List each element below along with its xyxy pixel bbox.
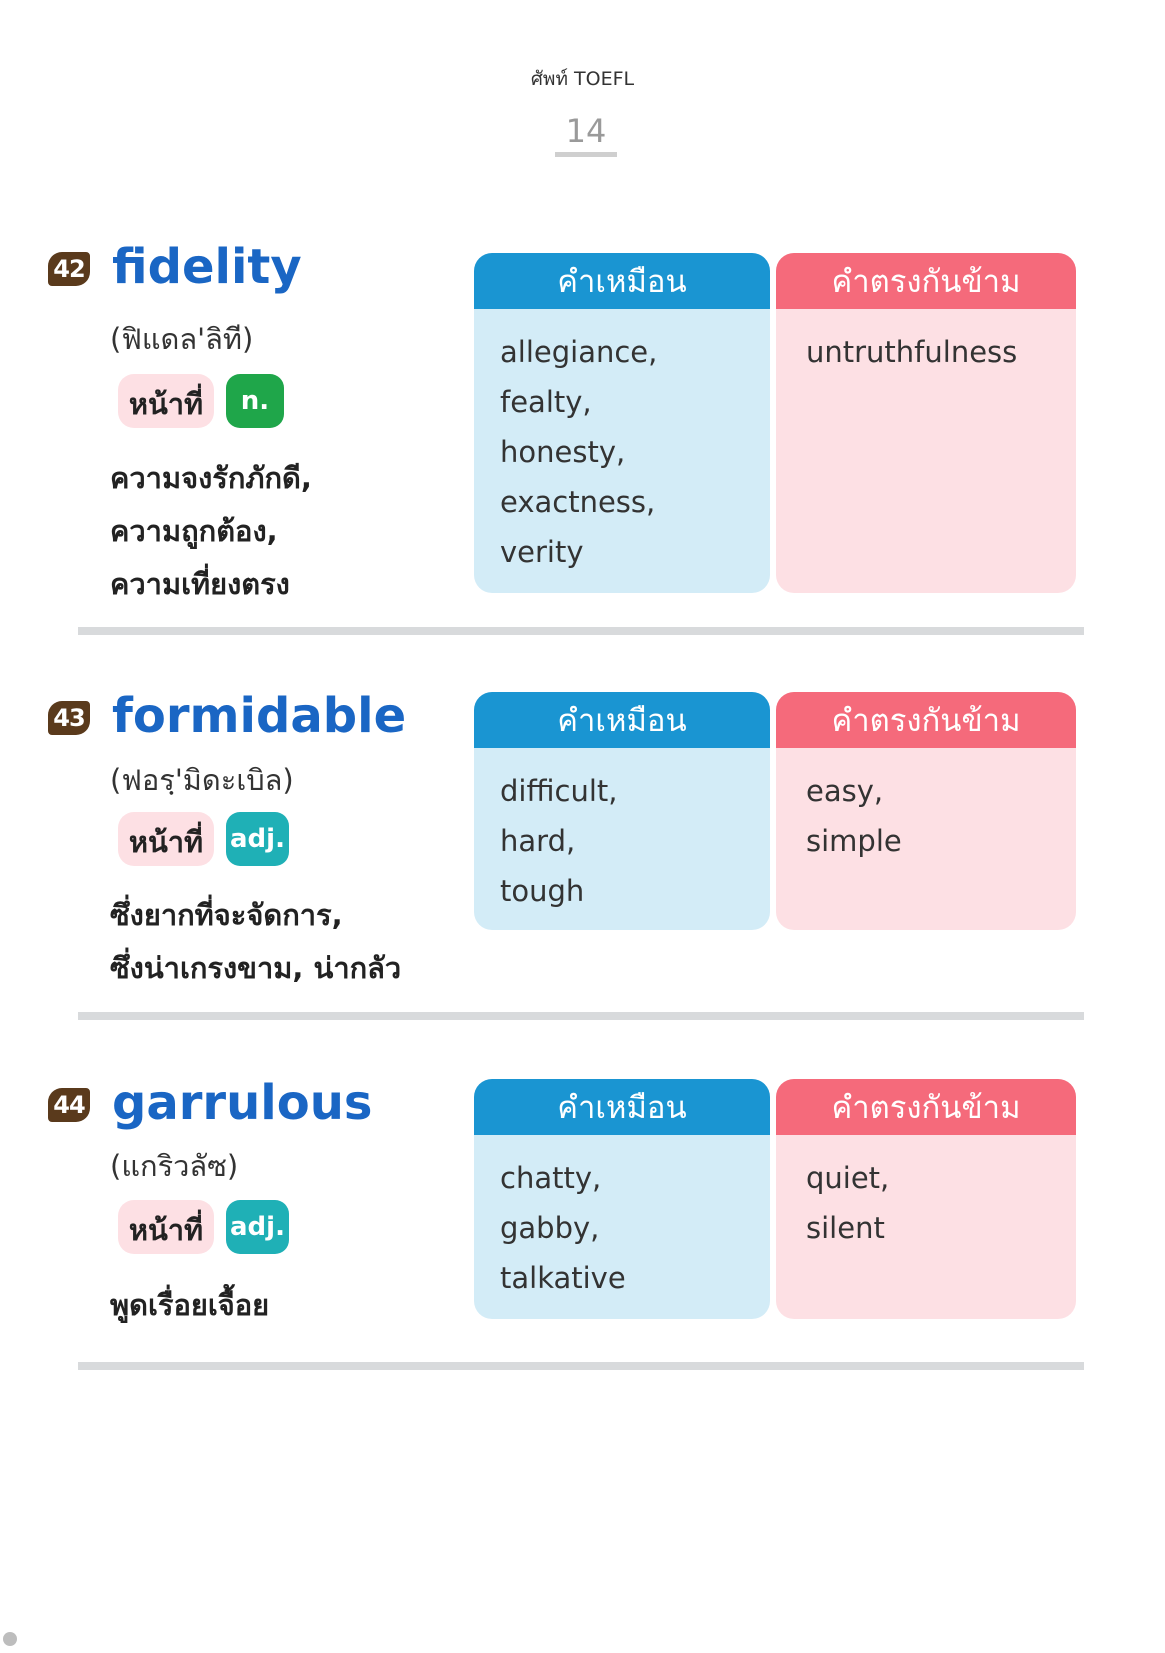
corner-dot	[3, 1632, 17, 1646]
entry-number-badge: 42	[48, 252, 90, 286]
antonyms-header: คำตรงกันข้าม	[776, 1079, 1076, 1135]
synonym-item: gabby,	[500, 1211, 600, 1245]
synonyms-list	[474, 748, 770, 916]
antonyms-list	[776, 309, 1076, 377]
synonyms-header: คำเหมือน	[474, 1079, 770, 1135]
entry-meaning	[110, 1279, 269, 1332]
synonyms-list	[474, 309, 770, 577]
antonyms-box	[776, 692, 1076, 930]
meaning-line: ความเที่ยงตรง	[110, 567, 290, 601]
page-number: 14	[555, 112, 617, 157]
antonym-item: quiet,	[806, 1161, 890, 1195]
synonym-item: honesty,	[500, 435, 626, 469]
entry-divider	[78, 1362, 1084, 1370]
synonym-item: tough	[500, 874, 585, 908]
entry-word: formidable	[112, 688, 407, 744]
antonym-item: easy,	[806, 774, 884, 808]
antonym-item: silent	[806, 1211, 885, 1245]
antonyms-box	[776, 1079, 1076, 1319]
pos-label: หน้าที่	[118, 374, 214, 428]
antonyms-list	[776, 1135, 1076, 1253]
entry-meaning	[110, 452, 312, 611]
synonyms-box	[474, 692, 770, 930]
meaning-line: ความถูกต้อง,	[110, 514, 278, 548]
synonyms-box	[474, 253, 770, 593]
entry-number-badge: 44	[48, 1088, 90, 1122]
meaning-line: ซึ่งยากที่จะจัดการ,	[110, 898, 343, 932]
synonym-item: verity	[500, 535, 584, 569]
pos-tag-adjective: adj.	[226, 812, 289, 866]
antonym-item: simple	[806, 824, 902, 858]
antonyms-header: คำตรงกันข้าม	[776, 253, 1076, 309]
meaning-line: ความจงรักภักดี,	[110, 461, 312, 495]
synonym-item: difficult,	[500, 774, 618, 808]
book-title: ศัพท์ TOEFL	[530, 68, 635, 90]
entry-word: fidelity	[112, 239, 302, 295]
synonyms-header: คำเหมือน	[474, 253, 770, 309]
meaning-line: ซึ่งน่าเกรงขาม, น่ากลัว	[110, 951, 402, 985]
entry-pronunciation: (แกริวลัซ)	[110, 1149, 239, 1183]
entry-number-badge: 43	[48, 701, 90, 735]
antonyms-header: คำตรงกันข้าม	[776, 692, 1076, 748]
synonyms-header: คำเหมือน	[474, 692, 770, 748]
entry-pronunciation: (ฟอรฺ'มิดะเบิล)	[110, 763, 294, 797]
entry-divider	[78, 627, 1084, 635]
synonym-item: fealty,	[500, 385, 592, 419]
antonyms-box	[776, 253, 1076, 593]
synonyms-list	[474, 1135, 770, 1303]
synonym-item: allegiance,	[500, 335, 658, 369]
pos-label: หน้าที่	[118, 1200, 214, 1254]
entry-word: garrulous	[112, 1075, 373, 1131]
entry-meaning	[110, 889, 401, 995]
synonyms-box	[474, 1079, 770, 1319]
entry-divider	[78, 1012, 1084, 1020]
synonym-item: hard,	[500, 824, 576, 858]
pos-tag-adjective: adj.	[226, 1200, 289, 1254]
antonym-item: untruthfulness	[806, 335, 1018, 369]
antonyms-list	[776, 748, 1076, 866]
synonym-item: chatty,	[500, 1161, 602, 1195]
pos-tag-noun: n.	[226, 374, 284, 428]
meaning-line: พูดเรื่อยเจื้อย	[110, 1288, 270, 1322]
synonym-item: talkative	[500, 1261, 626, 1295]
synonym-item: exactness,	[500, 485, 656, 519]
entry-pronunciation: (ฟิแดล'ลิที)	[110, 322, 254, 356]
pos-label: หน้าที่	[118, 812, 214, 866]
